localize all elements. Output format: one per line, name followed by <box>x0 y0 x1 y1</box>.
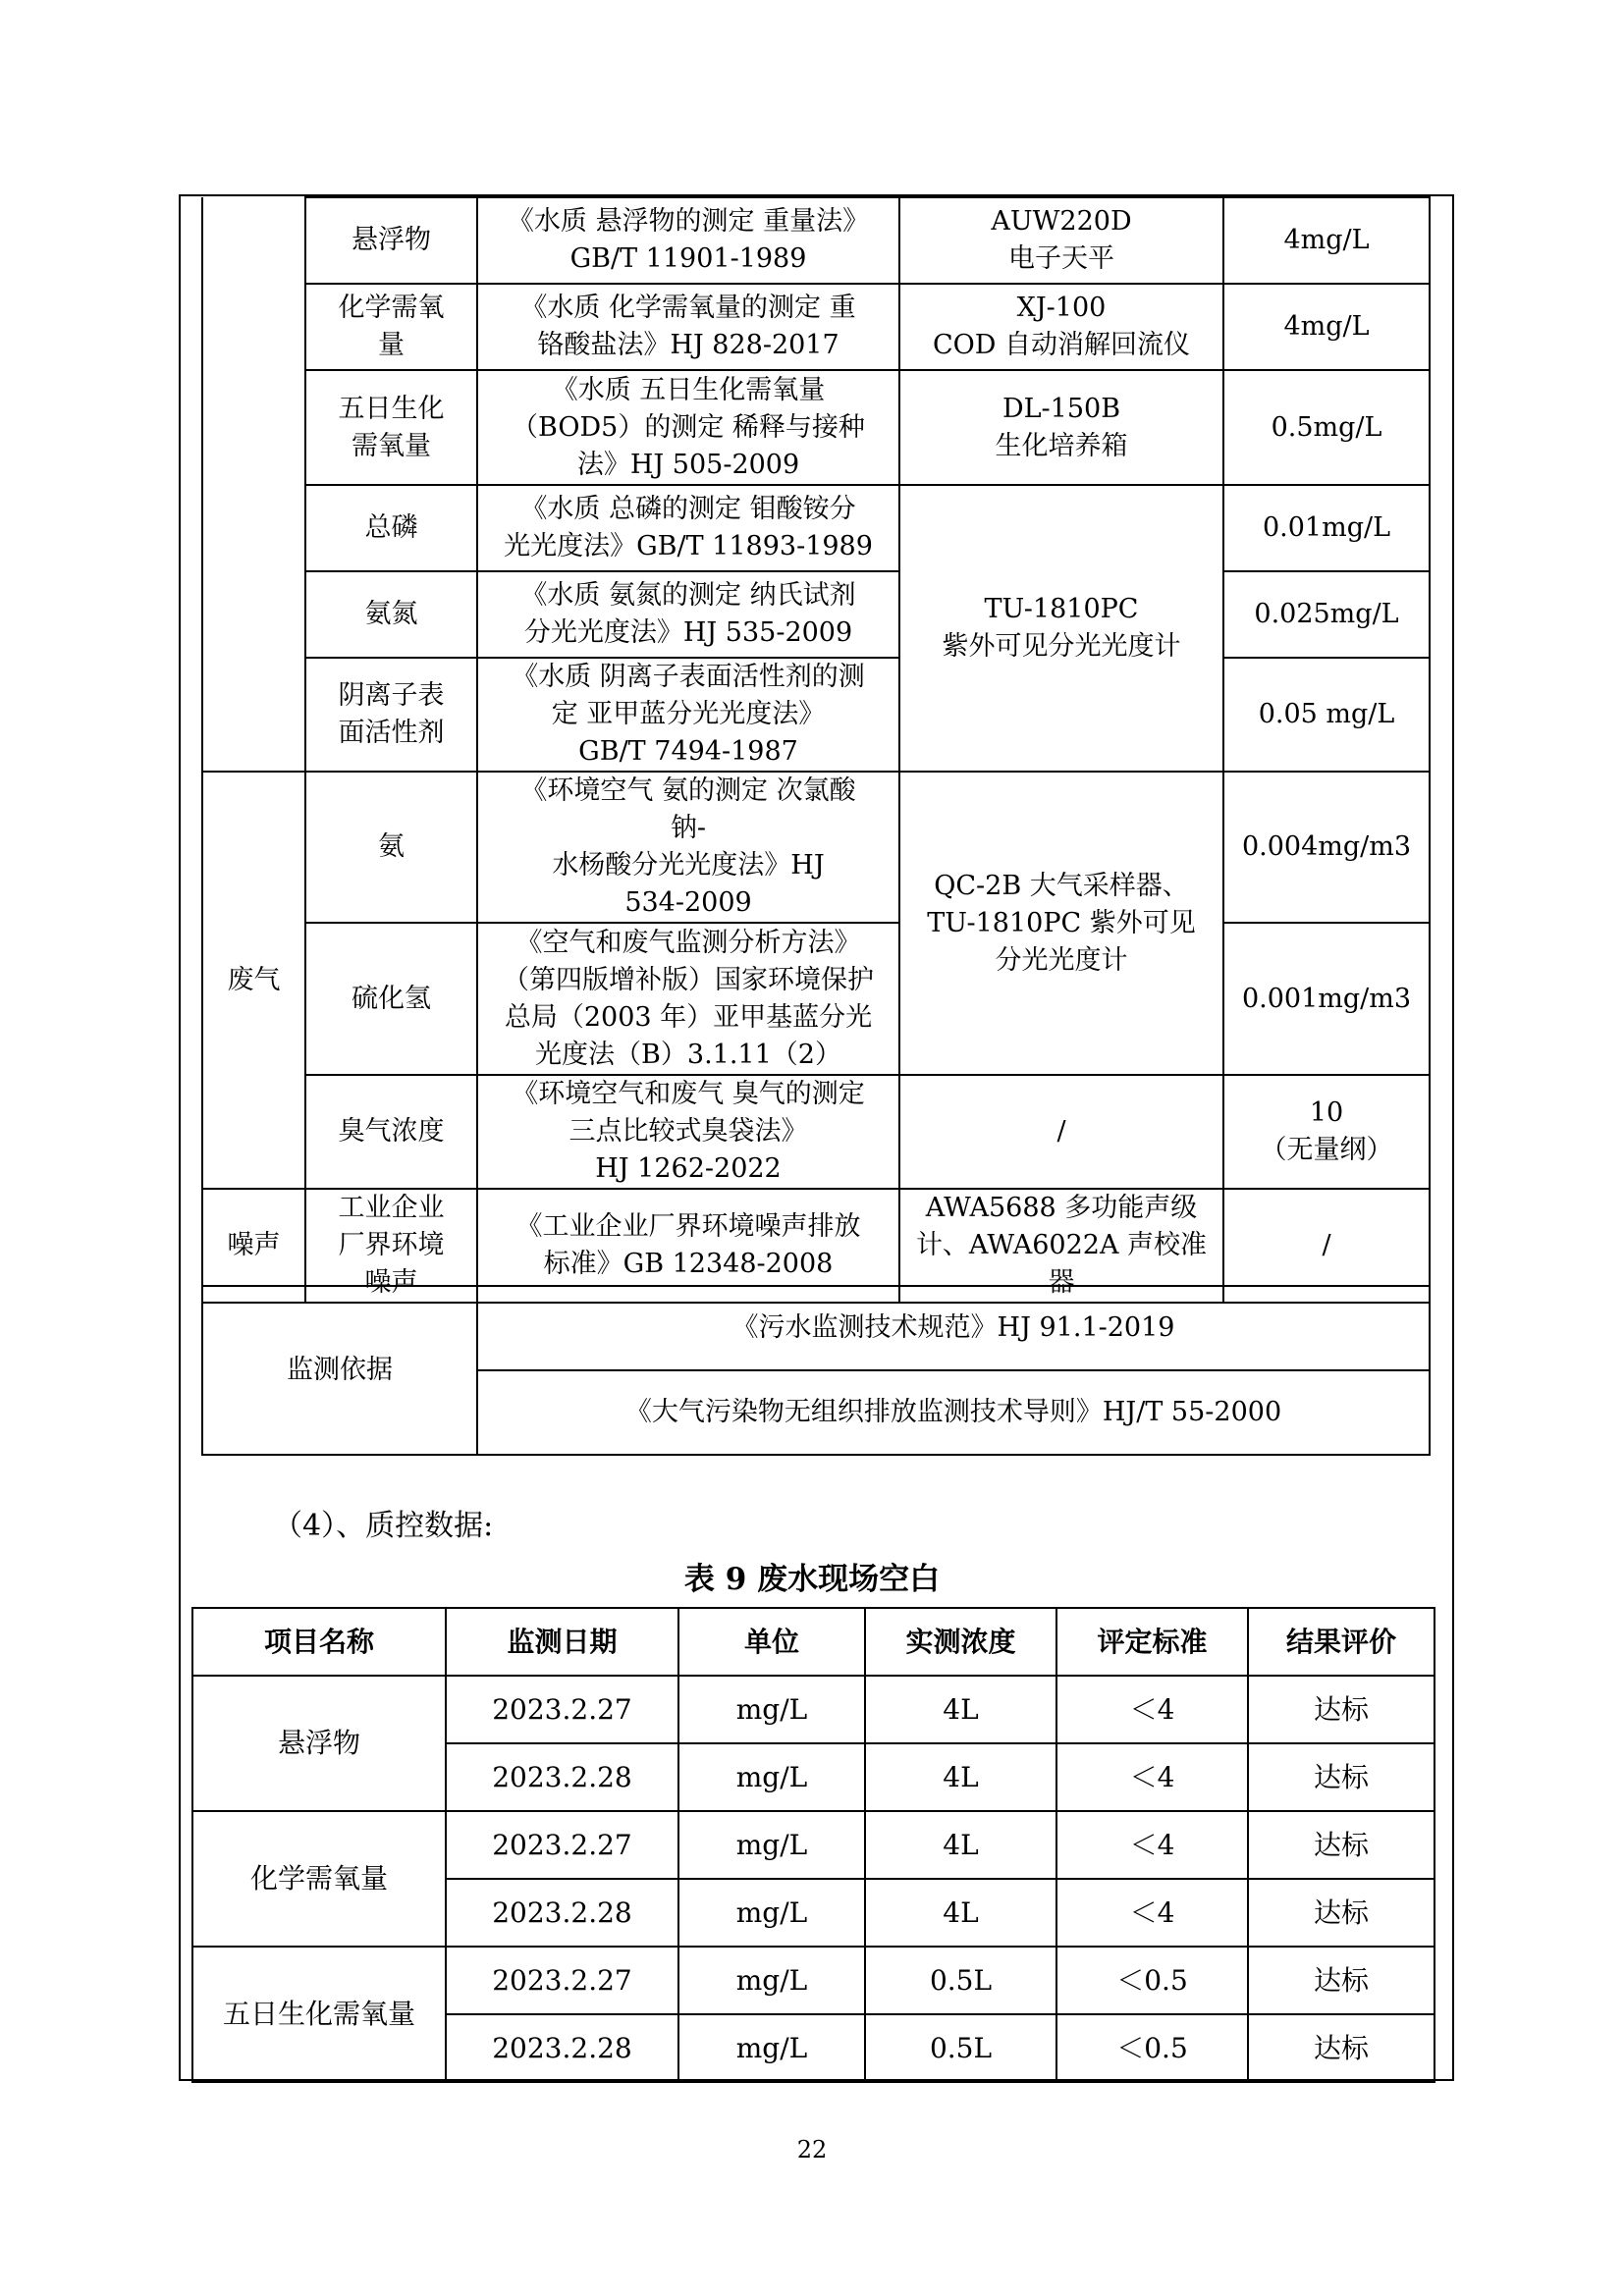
group-name: 化学需氧量 <box>192 1811 446 1947</box>
table-row <box>202 1075 1430 1189</box>
method-cell: 《水质 悬浮物的测定 重量法》 GB/T 11901-1989 <box>477 197 899 284</box>
method-cell: 《环境空气和废气 臭气的测定 三点比较式臭袋法》 HJ 1262-2022 <box>477 1075 899 1189</box>
table-row <box>202 658 1430 772</box>
result-cell: 达标 <box>1248 1676 1435 1743</box>
date-cell: 2023.2.28 <box>446 1743 678 1811</box>
table-header-row <box>192 1608 1435 1676</box>
method-cell: 《工业企业厂界环境噪声排放 标准》GB 12348-2008 <box>477 1189 899 1303</box>
item-cell: 硫化氢 <box>305 923 477 1075</box>
limit-cell: / <box>1223 1189 1430 1303</box>
qc-table <box>191 1607 1435 2083</box>
table-row <box>192 1947 1435 2014</box>
category-cell-noise: 噪声 <box>202 1189 305 1303</box>
item-cell: 氨 <box>305 772 477 923</box>
item-cell: 悬浮物 <box>305 197 477 284</box>
basis-label: 监测依据 <box>202 1286 477 1455</box>
standard-cell: ＜4 <box>1056 1879 1248 1947</box>
limit-cell: 10 （无量纲） <box>1223 1075 1430 1189</box>
table-row <box>192 1676 1435 1743</box>
category-cell-water <box>202 197 305 772</box>
unit-cell: mg/L <box>678 1947 865 2014</box>
category-cell-gas: 废气 <box>202 772 305 1189</box>
instrument-cell-uv: TU-1810PC 紫外可见分光光度计 <box>899 485 1223 772</box>
limit-cell: 0.004mg/m3 <box>1223 772 1430 923</box>
method-cell: 《水质 阴离子表面活性剂的测 定 亚甲蓝分光光度法》 GB/T 7494-1987 <box>477 658 899 772</box>
item-cell: 总磷 <box>305 485 477 571</box>
value-cell: 0.5L <box>865 1947 1056 2014</box>
group-name: 悬浮物 <box>192 1676 446 1811</box>
date-cell: 2023.2.27 <box>446 1947 678 2014</box>
standard-cell: ＜0.5 <box>1056 1947 1248 2014</box>
method-cell: 《水质 氨氮的测定 纳氏试剂 分光光度法》HJ 535-2009 <box>477 571 899 658</box>
table-row <box>202 772 1430 923</box>
method-cell: 《空气和废气监测分析方法》 （第四版增补版）国家环境保护 总局（2003 年）亚甲基蓝分光 光度法（B）3.1.11（2） <box>477 923 899 1075</box>
result-cell: 达标 <box>1248 1811 1435 1879</box>
result-cell: 达标 <box>1248 1743 1435 1811</box>
method-cell: 《水质 总磷的测定 钼酸铵分 光光度法》GB/T 11893-1989 <box>477 485 899 571</box>
table-row <box>202 370 1430 485</box>
date-cell: 2023.2.28 <box>446 1879 678 1947</box>
limit-cell: 0.01mg/L <box>1223 485 1430 571</box>
limit-cell: 0.05 mg/L <box>1223 658 1430 772</box>
value-cell: 4L <box>865 1743 1056 1811</box>
methods-table <box>201 196 1431 1304</box>
basis-item: 《大气污染物无组织排放监测技术导则》HJ/T 55-2000 <box>477 1370 1430 1455</box>
limit-cell: 0.001mg/m3 <box>1223 923 1430 1075</box>
section-label: （4）、质控数据: <box>273 1509 494 1543</box>
value-cell: 0.5L <box>865 2014 1056 2082</box>
table-row <box>202 1286 1430 1370</box>
unit-cell: mg/L <box>678 1811 865 1879</box>
result-cell: 达标 <box>1248 2014 1435 2082</box>
column-header: 监测日期 <box>446 1608 678 1676</box>
column-header: 单位 <box>678 1608 865 1676</box>
date-cell: 2023.2.28 <box>446 2014 678 2082</box>
table-row <box>202 197 1430 284</box>
method-cell: 《水质 五日生化需氧量 （BOD5）的测定 稀释与接种 法》HJ 505-2009 <box>477 370 899 485</box>
table-row <box>202 571 1430 658</box>
instrument-cell: XJ-100 COD 自动消解回流仪 <box>899 284 1223 370</box>
standard-cell: ＜4 <box>1056 1811 1248 1879</box>
value-cell: 4L <box>865 1811 1056 1879</box>
instrument-cell: DL-150B 生化培养箱 <box>899 370 1223 485</box>
item-cell: 氨氮 <box>305 571 477 658</box>
limit-cell: 4mg/L <box>1223 197 1430 284</box>
method-cell: 《环境空气 氨的测定 次氯酸 钠- 水杨酸分光光度法》HJ 534-2009 <box>477 772 899 923</box>
unit-cell: mg/L <box>678 1743 865 1811</box>
item-cell: 阴离子表 面活性剂 <box>305 658 477 772</box>
result-cell: 达标 <box>1248 1879 1435 1947</box>
item-cell: 臭气浓度 <box>305 1075 477 1189</box>
instrument-cell: AWA5688 多功能声级 计、AWA6022A 声校准 器 <box>899 1189 1223 1303</box>
table-row <box>192 1811 1435 1879</box>
limit-cell: 4mg/L <box>1223 284 1430 370</box>
unit-cell: mg/L <box>678 1676 865 1743</box>
limit-cell: 0.025mg/L <box>1223 571 1430 658</box>
date-cell: 2023.2.27 <box>446 1676 678 1743</box>
value-cell: 4L <box>865 1879 1056 1947</box>
standard-cell: ＜4 <box>1056 1743 1248 1811</box>
table-caption: 表 9 废水现场空白 <box>683 1562 941 1597</box>
instrument-cell: AUW220D 电子天平 <box>899 197 1223 284</box>
table-row <box>202 485 1430 571</box>
column-header: 评定标准 <box>1056 1608 1248 1676</box>
table-row <box>202 284 1430 370</box>
standard-cell: ＜4 <box>1056 1676 1248 1743</box>
unit-cell: mg/L <box>678 1879 865 1947</box>
column-header: 实测浓度 <box>865 1608 1056 1676</box>
page-number: 22 <box>796 2136 828 2163</box>
table-row <box>202 923 1430 1075</box>
unit-cell: mg/L <box>678 2014 865 2082</box>
result-cell: 达标 <box>1248 1947 1435 2014</box>
column-header: 结果评价 <box>1248 1608 1435 1676</box>
basis-item: 《污水监测技术规范》HJ 91.1-2019 <box>477 1286 1430 1370</box>
group-name: 五日生化需氧量 <box>192 1947 446 2082</box>
limit-cell: 0.5mg/L <box>1223 370 1430 485</box>
item-cell: 化学需氧 量 <box>305 284 477 370</box>
standard-cell: ＜0.5 <box>1056 2014 1248 2082</box>
item-cell: 五日生化 需氧量 <box>305 370 477 485</box>
column-header: 项目名称 <box>192 1608 446 1676</box>
item-cell: 工业企业 厂界环境 噪声 <box>305 1189 477 1303</box>
value-cell: 4L <box>865 1676 1056 1743</box>
basis-table <box>201 1285 1431 1456</box>
instrument-cell-gas: QC-2B 大气采样器、 TU-1810PC 紫外可见 分光光度计 <box>899 772 1223 1075</box>
instrument-cell: / <box>899 1075 1223 1189</box>
method-cell: 《水质 化学需氧量的测定 重 铬酸盐法》HJ 828-2017 <box>477 284 899 370</box>
date-cell: 2023.2.27 <box>446 1811 678 1879</box>
